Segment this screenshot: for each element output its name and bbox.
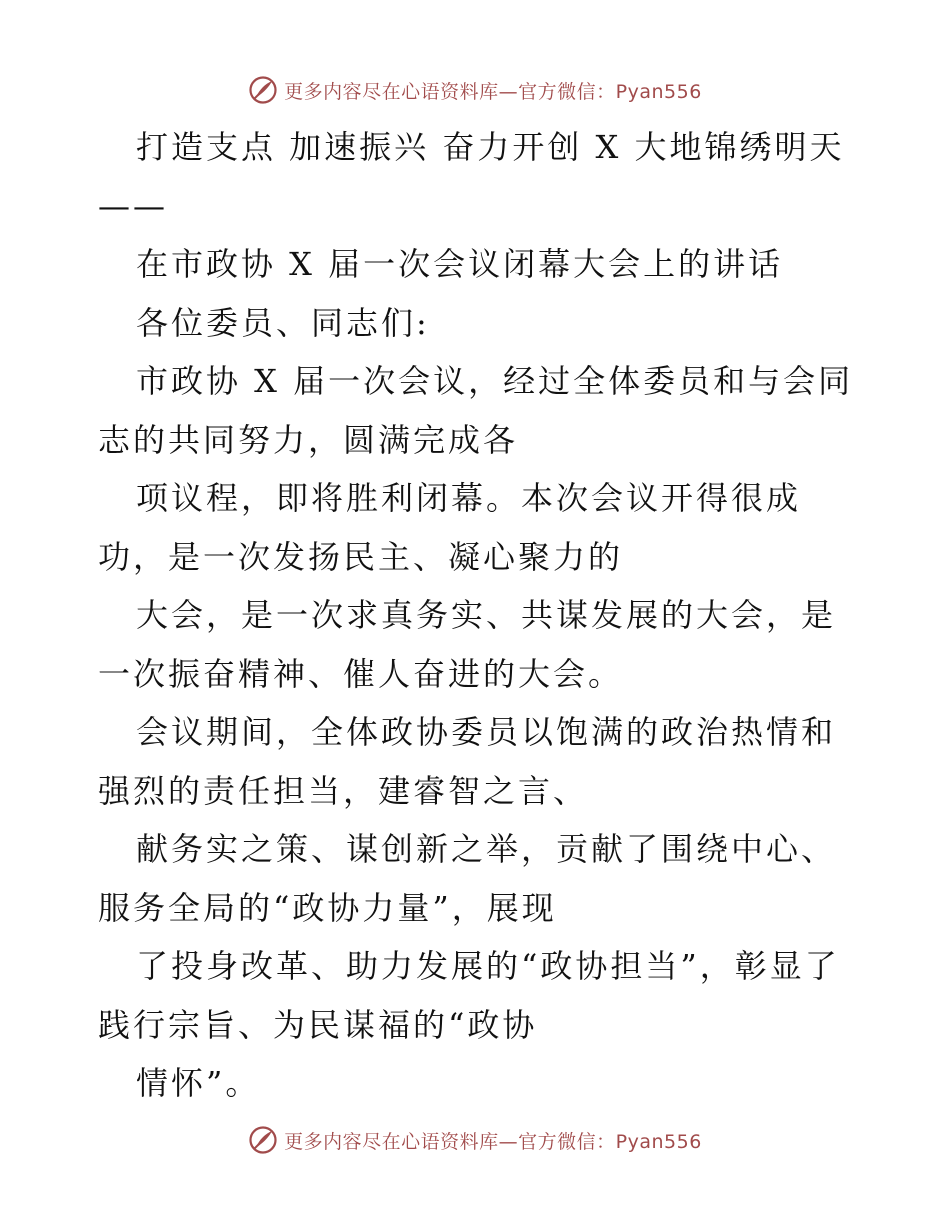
quill-pen-icon (248, 75, 278, 105)
document-body (98, 118, 858, 1113)
body-paragraph: 市政协 X 届一次会议，经过全体委员和与会同志的共同努力，圆满完成各 (98, 362, 854, 459)
document-subtitle: 在市政协 X 届一次会议闭幕大会上的讲话 (136, 245, 784, 283)
document-title: 打造支点 加速振兴 奋力开创 X 大地锦绣明天—— (98, 128, 845, 225)
header-watermark-banner (0, 70, 950, 110)
body-paragraph: 情怀”。 (136, 1064, 261, 1102)
body-paragraph: 大会，是一次求真务实、共谋发展的大会，是一次振奋精神、催人奋进的大会。 (98, 596, 837, 693)
footer-watermark-banner (0, 1120, 950, 1160)
body-paragraph: 献务实之策、谋创新之举，贡献了围绕中心、服务全局的“政协力量”，展现 (98, 830, 837, 927)
body-paragraph: 会议期间，全体政协委员以饱满的政治热情和强烈的责任担当，建睿智之言、 (98, 713, 837, 810)
body-paragraph: 项议程，即将胜利闭幕。本次会议开得很成功，是一次发扬民主、凝心聚力的 (98, 479, 802, 576)
quill-pen-icon (248, 1125, 278, 1155)
footer-watermark-text: 更多内容尽在心语资料库—官方微信：Pyan556 (284, 1130, 702, 1153)
salutation: 各位委员、同志们: (136, 303, 430, 342)
body-paragraph: 了投身改革、助力发展的“政协担当”，彰显了践行宗旨、为民谋福的“政协 (98, 947, 840, 1044)
header-watermark-text: 更多内容尽在心语资料库—官方微信：Pyan556 (284, 80, 702, 103)
